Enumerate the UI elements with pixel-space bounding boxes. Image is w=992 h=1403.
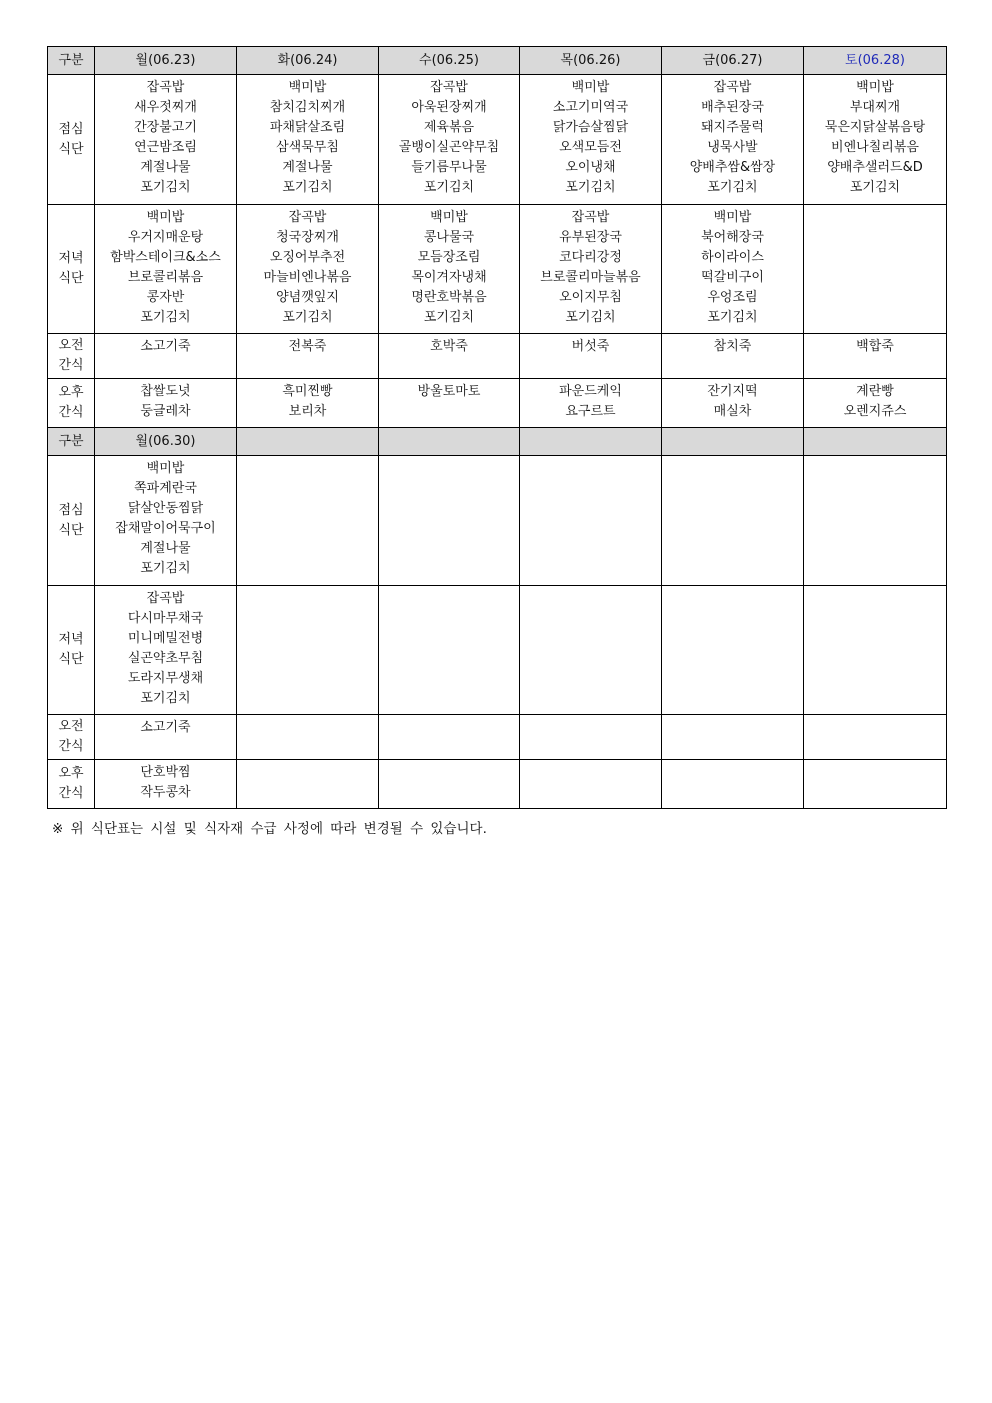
row-label [48, 205, 95, 334]
meal-cell [804, 760, 947, 809]
meal-cell [804, 75, 947, 205]
meal-cell [237, 715, 379, 760]
menu-item: 백미밥 [856, 80, 894, 95]
meal-cell [804, 334, 947, 379]
menu-item: 포기김치 [849, 180, 901, 195]
menu-item: 호박죽 [430, 339, 468, 354]
meal-cell [662, 334, 804, 379]
meal-cell [662, 379, 804, 428]
row-label-line: 오전 [58, 719, 84, 734]
day-header [379, 428, 520, 456]
header-label: 구분 [48, 47, 95, 75]
meal-cell [520, 760, 662, 809]
menu-item: 방울토마토 [417, 384, 481, 399]
menu-item: 계절나물 [282, 160, 333, 175]
menu-item: 양배추쌈&쌈장 [689, 160, 776, 175]
meal-cell [95, 379, 237, 428]
menu-item: 소고기죽 [140, 339, 191, 354]
meal-cell [662, 586, 804, 715]
meal-cell [804, 586, 947, 715]
menu-item: 전복죽 [288, 339, 327, 354]
menu-item: 콩나물국 [423, 230, 475, 245]
meal-cell [662, 715, 804, 760]
menu-item: 포기김치 [140, 180, 191, 195]
menu-item: 참치죽 [713, 339, 752, 354]
menu-item: 오이냉채 [565, 160, 616, 175]
meal-cell [95, 586, 237, 715]
meal-cell [95, 75, 237, 205]
pm-snack-row [48, 760, 947, 809]
menu-item: 백미밥 [571, 80, 610, 95]
day-header [804, 428, 947, 456]
menu-item: 백미밥 [430, 210, 468, 225]
day-header [237, 428, 379, 456]
menu-item: 북어해장국 [701, 230, 764, 245]
meal-cell [662, 760, 804, 809]
menu-item: 백미밥 [146, 210, 185, 225]
menu-item: 우엉조림 [707, 290, 758, 305]
day-header: 수(06.25) [379, 47, 520, 75]
menu-item: 쪽파계란국 [134, 481, 197, 496]
menu-item: 연근밤조림 [134, 140, 197, 155]
meal-cell [520, 75, 662, 205]
menu-item: 잡곡밥 [713, 80, 752, 95]
meal-cell [95, 334, 237, 379]
row-label-line: 식단 [58, 271, 84, 286]
footnote: ※ 위 식단표는 시설 및 식자재 수급 사정에 따라 변경될 수 있습니다. [52, 821, 487, 837]
meal-cell [237, 75, 379, 205]
menu-item: 브로콜리마늘볶음 [540, 270, 641, 285]
menu-item: 파채닭살조림 [269, 120, 346, 135]
menu-item: 도라지무생채 [127, 671, 204, 686]
menu-item: 버섯죽 [571, 339, 610, 354]
menu-item: 포기김치 [140, 310, 191, 325]
header-label: 구분 [48, 428, 95, 456]
menu-item: 떡갈비구이 [701, 270, 764, 285]
meal-cell [379, 760, 520, 809]
menu-item: 닭살안동찜닭 [127, 501, 204, 516]
row-label [48, 456, 95, 586]
menu-item: 파운드케익 [559, 384, 622, 399]
menu-item: 냉묵사발 [707, 140, 758, 155]
meal-cell [379, 334, 520, 379]
menu-item: 포기김치 [282, 310, 333, 325]
meal-cell [804, 379, 947, 428]
menu-item: 소고기미역국 [552, 100, 629, 115]
menu-item: 포기김치 [282, 180, 333, 195]
meal-cell [662, 75, 804, 205]
menu-item: 포기김치 [707, 180, 758, 195]
meal-cell [379, 456, 520, 586]
meal-cell [662, 456, 804, 586]
meal-cell [237, 760, 379, 809]
meal-cell [804, 715, 947, 760]
menu-item: 들기름무나물 [411, 160, 487, 175]
row-label [48, 334, 95, 379]
row-label-line: 간식 [58, 405, 84, 420]
row-label-line: 오전 [58, 338, 84, 353]
meal-cell [237, 205, 379, 334]
meal-cell [520, 334, 662, 379]
menu-item: 백미밥 [288, 80, 327, 95]
menu-item: 오징어부추전 [269, 250, 346, 265]
menu-item: 포기김치 [423, 310, 475, 325]
menu-item: 포기김치 [565, 310, 616, 325]
row-label-line: 저녁 [58, 251, 84, 266]
menu-item: 오색모듬전 [559, 140, 622, 155]
menu-item: 모듬장조림 [417, 250, 481, 265]
menu-item: 찹쌀도넛 [140, 384, 191, 399]
menu-item: 보리차 [288, 404, 327, 419]
meal-cell [95, 456, 237, 586]
menu-item: 잡채말이어묵구이 [115, 521, 216, 536]
meal-cell [379, 586, 520, 715]
header-row [48, 47, 947, 75]
menu-item: 오렌지쥬스 [843, 404, 907, 419]
meal-cell [520, 205, 662, 334]
meal-cell [520, 379, 662, 428]
menu-item: 백미밥 [146, 461, 185, 476]
menu-item: 백합죽 [856, 339, 894, 354]
pm-snack-row [48, 379, 947, 428]
menu-item: 제육볶음 [423, 120, 475, 135]
meal-cell [379, 715, 520, 760]
menu-item: 부대찌개 [849, 100, 901, 115]
meal-cell [237, 379, 379, 428]
meal-cell [95, 715, 237, 760]
menu-item: 하이라이스 [701, 250, 764, 265]
meal-cell [662, 205, 804, 334]
row-label-line: 점심 [58, 502, 84, 518]
day-header: 월(06.23) [95, 47, 237, 75]
row-label-line: 점심 [58, 121, 84, 137]
menu-item: 돼지주물럭 [701, 120, 764, 135]
meal-cell [237, 334, 379, 379]
day-header: 금(06.27) [662, 47, 804, 75]
dinner-row [48, 205, 947, 334]
meal-plan-table [47, 46, 947, 809]
menu-item: 잡곡밥 [430, 80, 468, 95]
menu-item: 명란호박볶음 [411, 290, 487, 305]
menu-item: 계절나물 [140, 160, 191, 175]
menu-item: 참치김치찌개 [269, 100, 346, 115]
menu-item: 오이지무침 [559, 290, 622, 305]
menu-item: 골뱅이실곤약무침 [398, 140, 500, 155]
menu-item: 아욱된장찌개 [411, 100, 487, 115]
menu-item: 양념깻잎지 [276, 290, 339, 305]
lunch-row [48, 456, 947, 586]
menu-item: 목이겨자냉채 [411, 270, 487, 285]
row-label-line: 오후 [58, 385, 84, 400]
menu-item: 청국장찌개 [276, 230, 339, 245]
menu-item: 새우젓찌개 [134, 100, 197, 115]
menu-item: 계절나물 [140, 541, 191, 556]
menu-item: 콩자반 [146, 290, 185, 305]
menu-item: 요구르트 [565, 404, 616, 419]
row-label [48, 586, 95, 715]
day-header: 화(06.24) [237, 47, 379, 75]
menu-item: 백미밥 [713, 210, 752, 225]
day-header [662, 428, 804, 456]
menu-item: 포기김치 [707, 310, 758, 325]
menu-item: 실곤약초무침 [127, 651, 204, 666]
meal-cell [95, 760, 237, 809]
menu-item: 계란빵 [856, 384, 894, 399]
menu-item: 잡곡밥 [146, 591, 185, 606]
meal-cell [95, 205, 237, 334]
menu-item: 코다리강정 [559, 250, 622, 265]
am-snack-row [48, 715, 947, 760]
lunch-row [48, 75, 947, 205]
menu-item: 단호박찜 [140, 765, 191, 780]
menu-item: 매실차 [713, 404, 752, 419]
menu-item: 둥글레차 [140, 404, 191, 419]
meal-cell [520, 456, 662, 586]
meal-cell [520, 715, 662, 760]
menu-item: 마늘비엔나볶음 [263, 270, 352, 285]
row-label-line: 간식 [58, 739, 84, 754]
meal-cell [379, 75, 520, 205]
menu-item: 함박스테이크&소스 [110, 250, 221, 265]
menu-item: 양배추샐러드&D [827, 160, 923, 175]
meal-cell [237, 586, 379, 715]
menu-item: 작두콩차 [140, 785, 191, 800]
row-label [48, 715, 95, 760]
row-label [48, 75, 95, 205]
day-header: 월(06.30) [95, 428, 237, 456]
meal-cell [804, 205, 947, 334]
menu-item: 브로콜리볶음 [127, 270, 204, 285]
menu-item: 포기김치 [140, 561, 191, 576]
row-label [48, 379, 95, 428]
menu-item: 잡곡밥 [571, 210, 610, 225]
menu-item: 삼색묵무침 [276, 140, 339, 155]
row-label [48, 760, 95, 809]
menu-item: 소고기죽 [140, 720, 191, 735]
row-label-line: 저녁 [58, 632, 84, 647]
menu-item: 배추된장국 [701, 100, 764, 115]
menu-item: 잔기지떡 [707, 384, 758, 399]
menu-item: 묵은지닭살볶음탕 [824, 120, 926, 135]
header-row [48, 428, 947, 456]
menu-item: 닭가슴살찜닭 [552, 120, 629, 135]
menu-item: 잡곡밥 [288, 210, 327, 225]
menu-item: 우거지매운탕 [127, 230, 204, 245]
day-header [520, 428, 662, 456]
day-header: 토(06.28) [804, 47, 947, 75]
menu-item: 잡곡밥 [146, 80, 185, 95]
meal-cell [520, 586, 662, 715]
meal-cell [237, 456, 379, 586]
menu-item: 다시마무채국 [127, 611, 204, 626]
meal-cell [379, 379, 520, 428]
menu-item: 유부된장국 [559, 230, 622, 245]
row-label-line: 오후 [58, 766, 84, 781]
row-label-line: 식단 [58, 652, 84, 667]
row-label-line: 식단 [58, 522, 84, 538]
dinner-row [48, 586, 947, 715]
row-label-line: 간식 [58, 786, 84, 801]
menu-item: 포기김치 [423, 180, 475, 195]
meal-cell [804, 456, 947, 586]
menu-item: 미니메밀전병 [127, 631, 204, 646]
day-header: 목(06.26) [520, 47, 662, 75]
meal-cell [379, 205, 520, 334]
menu-item: 비엔나칠리볶음 [831, 140, 919, 155]
am-snack-row [48, 334, 947, 379]
row-label-line: 간식 [58, 358, 84, 373]
menu-item: 포기김치 [565, 180, 616, 195]
row-label-line: 식단 [58, 141, 84, 157]
menu-item: 간장불고기 [134, 120, 197, 135]
menu-item: 흑미찐빵 [282, 384, 333, 399]
menu-item: 포기김치 [140, 691, 191, 706]
